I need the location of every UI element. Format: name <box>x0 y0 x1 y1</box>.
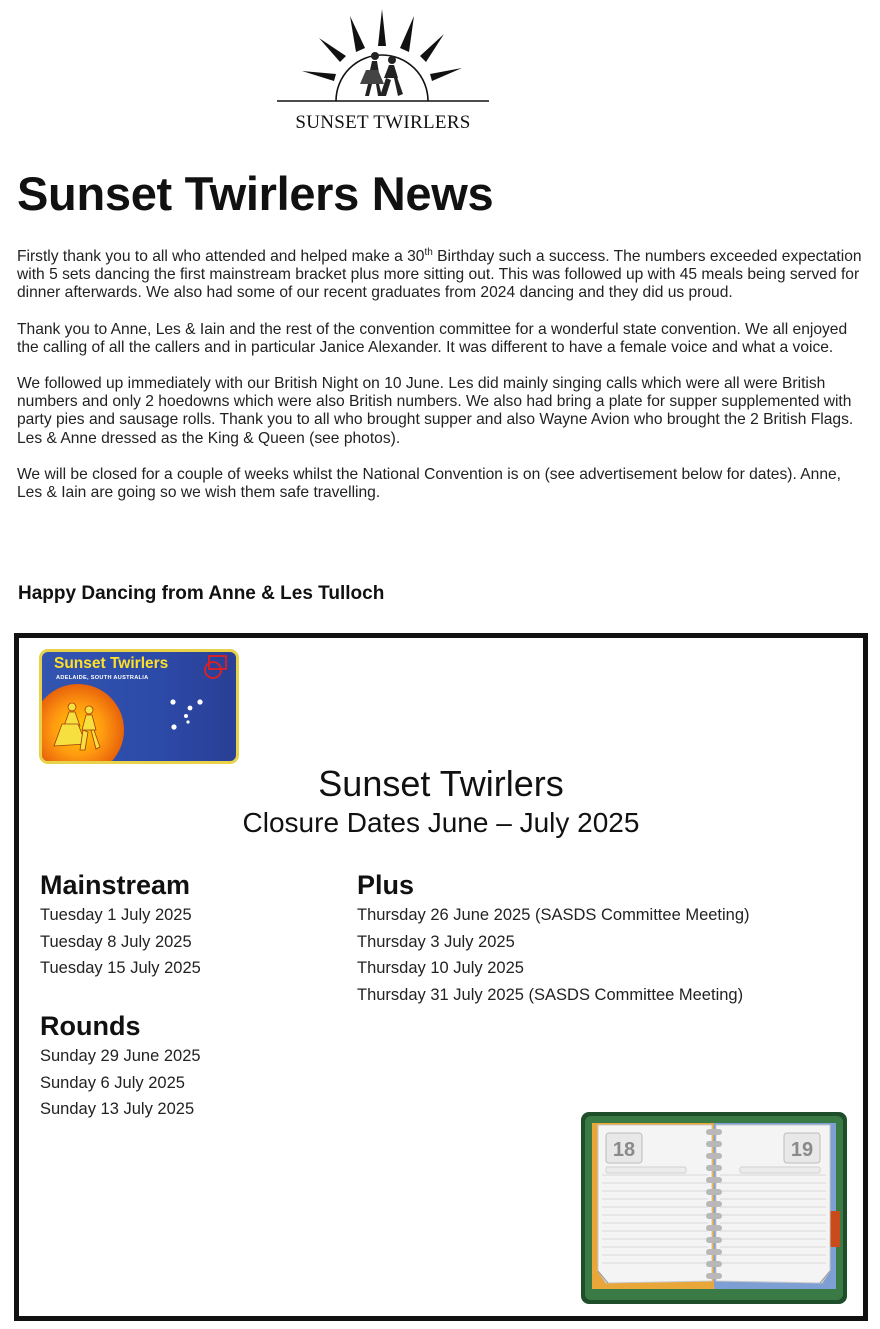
day-planner-icon <box>580 1111 848 1305</box>
section-heading: Plus <box>357 870 415 900</box>
club-badge <box>39 649 239 764</box>
sunburst-dancers-icon <box>272 4 494 112</box>
article-paragraph: We followed up immediately with our British Night on 10 June. Les did mainly singing calls which were all were British numbers and only 2 hoedowns which were also British numbers. We also had bring a plate for supper supplemented with party pies and sausage rolls. Thank you to all who brought supper and also Wayne Avion who brought the 2 British Flags. Les & Anne dressed as the King & Queen (see photos). <box>17 375 854 447</box>
article-paragraph: Thank you to Anne, Les & Iain and the rest of the convention committee for a wonderful state convention. We all enjoyed the calling of all the callers and in particular Janice Alexander. It was different to have a female voice and what a voice. <box>17 320 848 356</box>
square-dance-logo-icon <box>205 656 226 678</box>
planner-right-page: 19 <box>790 1139 814 1161</box>
date-item: Tuesday 15 July 2025 <box>40 959 201 977</box>
article-paragraph: Firstly thank you to all who attended and helped make a 30th Birthday such a success. The numbers exceeded expectation with 5 sets dancing the first mainstream bracket plus more sitting out. This was followed up with 45 meals being served for dinner afterwards. We also had some of our recent graduates from 2024 dancing and they did us proud. <box>17 246 862 302</box>
closure-dates-flyer <box>14 633 868 1321</box>
date-item: Sunday 13 July 2025 <box>40 1100 195 1118</box>
rounds-section <box>40 1011 201 1123</box>
date-item: Sunday 6 July 2025 <box>40 1073 185 1092</box>
date-item: Thursday 31 July 2025 (SASDS Committee Meeting) <box>357 985 744 1004</box>
date-item: Tuesday 8 July 2025 <box>40 932 192 951</box>
southern-cross-stars-icon <box>170 699 202 729</box>
badge-name: Sunset Twirlers <box>54 655 169 672</box>
section-heading: Rounds <box>40 1011 141 1041</box>
flyer-subtitle: Closure Dates June – July 2025 <box>242 807 640 838</box>
planner-left-page: 18 <box>612 1139 636 1161</box>
flyer-title: Sunset Twirlers <box>318 763 564 804</box>
signoff: Happy Dancing from Anne & Les Tulloch <box>18 583 385 604</box>
date-item: Tuesday 1 July 2025 <box>40 906 192 924</box>
date-item: Thursday 26 June 2025 (SASDS Committee Meeting) <box>357 906 750 924</box>
mainstream-section <box>40 870 201 982</box>
section-heading: Mainstream <box>40 870 191 900</box>
article-paragraph: We will be closed for a couple of weeks whilst the National Convention is on (see advertisement below for dates). Anne, Les & Iain are going so we wish them safe travelling. <box>17 465 842 502</box>
article-body <box>17 248 869 520</box>
badge-subtitle: ADELAIDE, SOUTH AUSTRALIA <box>56 675 149 681</box>
date-item: Thursday 3 July 2025 <box>357 932 515 951</box>
plus-section <box>357 870 750 1008</box>
date-item: Thursday 10 July 2025 <box>357 959 524 977</box>
page-title: Sunset Twirlers News <box>17 167 494 220</box>
logo-name: SUNSET TWIRLERS <box>295 112 471 133</box>
date-item: Sunday 29 June 2025 <box>40 1047 201 1065</box>
club-logo <box>272 4 494 134</box>
